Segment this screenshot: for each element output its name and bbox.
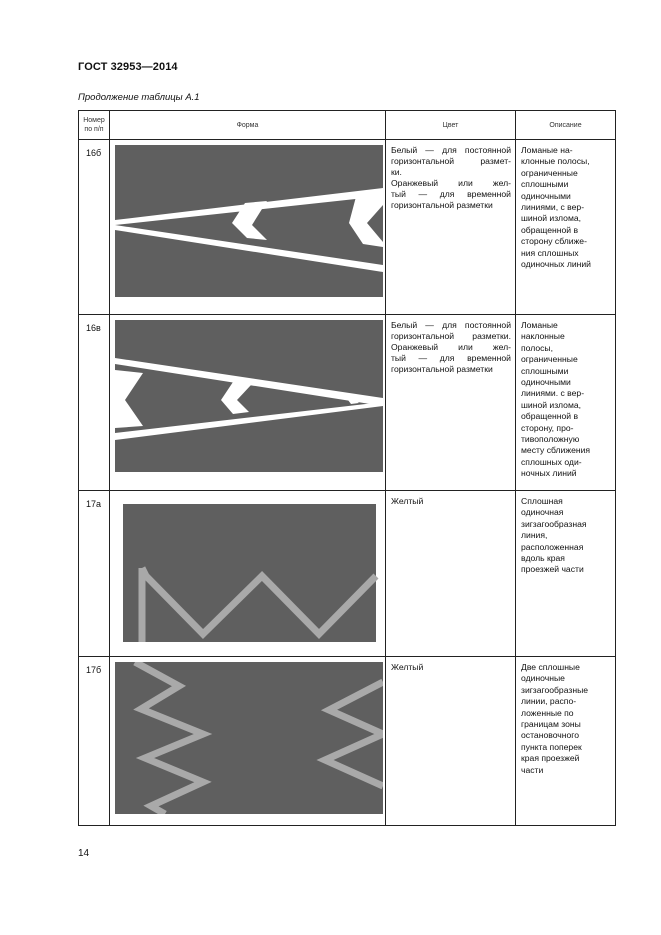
- header-color: Цвет: [386, 111, 516, 140]
- marking-figure-16b: [110, 140, 386, 315]
- standard-title: ГОСТ 32953—2014: [78, 61, 178, 73]
- page-number: 14: [78, 848, 90, 859]
- chevron-stripes-right-figure: [115, 320, 383, 472]
- row-number: 17б: [79, 657, 110, 826]
- row-color: Желтый: [386, 491, 516, 657]
- table-header-row: [79, 111, 616, 140]
- row-color: Желтый: [386, 657, 516, 826]
- chevron-stripes-left-figure: [115, 145, 383, 297]
- row-number: 16в: [79, 315, 110, 491]
- header-number: Номер по п/п: [79, 111, 110, 140]
- row-color: Белый — для постоянной горизонтальной разметки. Оранжевый или жел- тый — для временной горизонтальной разметки: [386, 315, 516, 491]
- zigzag-single-figure: [115, 496, 383, 646]
- table-row: [79, 140, 616, 315]
- marking-figure-16v: [110, 315, 386, 491]
- row-description: Две сплошные одиночные зигзагообразные линии, распо- ложенные по границам зоны остановочного пункта поперек края проезжей части: [516, 657, 616, 826]
- row-color: Белый — для постоянной горизонтальной размет- ки. Оранжевый или жел- тый — для временной горизонтальной разметки: [386, 140, 516, 315]
- table-caption: Продолжение таблицы А.1: [78, 92, 200, 103]
- row-description: Ломаные наклонные полосы, ограниченные сплошными одиночными линиями. с вер- шиной излома, обращенной в сторону, про- тивоположную месту сближения сплошных оди- ночных линий: [516, 315, 616, 491]
- marking-figure-17a: [110, 491, 386, 657]
- header-description: Описание: [516, 111, 616, 140]
- header-form: Форма: [110, 111, 386, 140]
- table-row: [79, 315, 616, 491]
- row-number: 16б: [79, 140, 110, 315]
- table-row: [79, 491, 616, 657]
- zigzag-double-figure: [115, 662, 383, 814]
- table-row: [79, 657, 616, 826]
- marking-figure-17b: [110, 657, 386, 826]
- row-number: 17а: [79, 491, 110, 657]
- markings-table: [78, 110, 616, 826]
- row-description: Сплошная одиночная зигзагообразная линия, расположенная вдоль края проезжей части: [516, 491, 616, 657]
- row-description: Ломаные на- клонные полосы, ограниченные сплошными одиночными линиями, с вер- шиной излома, обращенной в сторону сближе- ния сплошных одиночных линий: [516, 140, 616, 315]
